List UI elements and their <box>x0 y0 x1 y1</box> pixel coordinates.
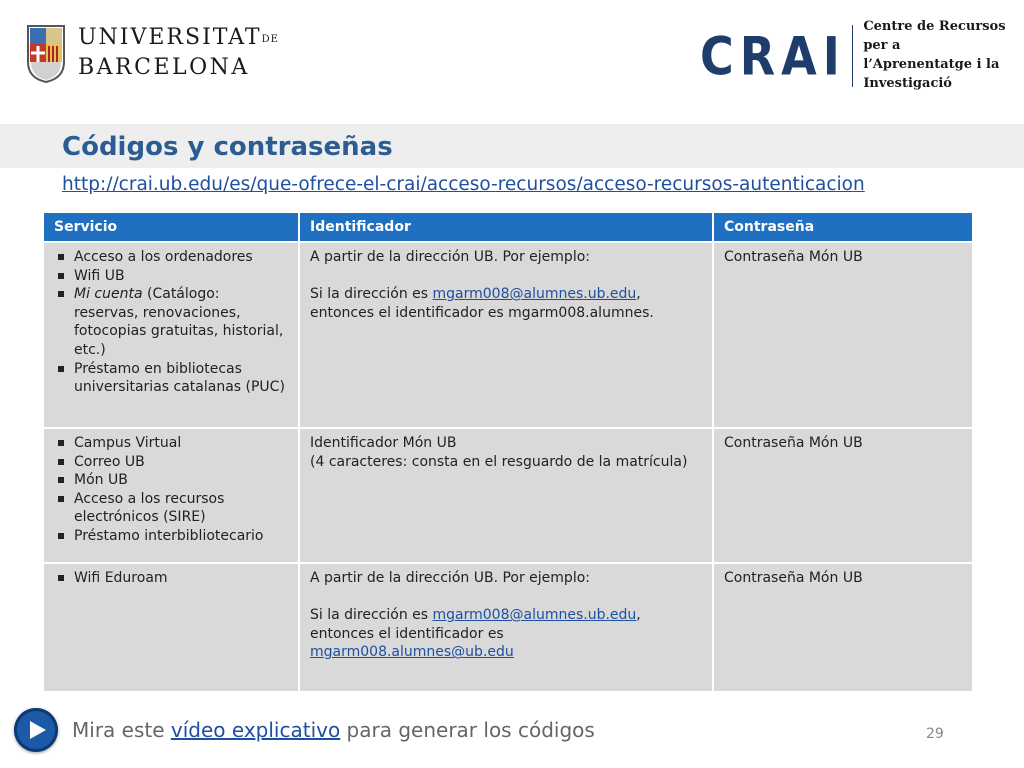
page-title: Códigos y contraseñas <box>62 132 393 162</box>
service-item: Wifi UB <box>74 267 288 286</box>
identificador-line: Identificador Món UB <box>310 435 457 451</box>
servicio-cell <box>44 562 300 691</box>
identificador-example-pre: Si la dirección es <box>310 607 433 624</box>
identificador-example-post: , entonces el identificador es <box>310 607 641 642</box>
ub-logo <box>26 22 279 84</box>
identifier-result-link[interactable]: mgarm008.alumnes@ub.edu <box>310 644 514 661</box>
service-item <box>74 285 288 359</box>
crai-url-link[interactable]: http://crai.ub.edu/es/que-ofrece-el-crai/acceso-recursos/acceso-recursos-autenticacion <box>62 174 865 195</box>
email-link[interactable]: mgarm008@alumnes.ub.edu <box>432 607 637 624</box>
crai-subtitle-line2: l’Aprenentatge i la Investigació <box>863 57 1000 91</box>
crai-wordmark: CRAI <box>700 24 846 88</box>
servicio-cell <box>44 427 300 562</box>
identificador-line: A partir de la dirección UB. Por ejemplo: <box>310 570 590 586</box>
ub-de: DE <box>261 34 279 45</box>
ub-shield-icon <box>26 22 66 84</box>
identificador-cell <box>300 241 714 427</box>
header-contrasena: Contraseña <box>714 213 972 241</box>
service-item: Préstamo en bibliotecas universitarias catalanas (PUC) <box>74 360 288 397</box>
service-item: Acceso a los ordenadores <box>74 248 288 267</box>
servicio-cell <box>44 241 300 427</box>
play-icon <box>29 720 47 740</box>
crai-divider <box>852 25 853 87</box>
table-row <box>44 427 972 562</box>
contrasena-cell: Contraseña Món UB <box>714 241 972 427</box>
contrasena-cell: Contraseña Món UB <box>714 562 972 691</box>
footer-post: para generar los códigos <box>340 718 595 742</box>
service-item: Préstamo interbibliotecario <box>74 527 288 546</box>
page-number: 29 <box>926 726 944 742</box>
identificador-cell <box>300 562 714 691</box>
service-item: Correo UB <box>74 453 288 472</box>
table-header-row <box>44 213 972 241</box>
table-row <box>44 562 972 691</box>
identificador-cell <box>300 427 714 562</box>
header-servicio: Servicio <box>44 213 300 241</box>
service-item-detail: (Catálogo: reservas, renovaciones, fotocopias gratuitas, historial, etc.) <box>74 286 284 358</box>
ub-name-line1: UNIVERSITATDE <box>78 25 279 50</box>
footer-pre: Mira este <box>72 718 171 742</box>
identificador-line: A partir de la dirección UB. Por ejemplo: <box>310 249 590 265</box>
contrasena-cell: Contraseña Món UB <box>714 427 972 562</box>
identificador-example <box>310 285 702 322</box>
service-item: Acceso a los recursos electrónicos (SIRE) <box>74 490 288 527</box>
footer-text <box>72 718 595 742</box>
email-link[interactable]: mgarm008@alumnes.ub.edu <box>432 286 637 303</box>
crai-logo <box>700 19 1024 91</box>
codes-table <box>44 213 972 691</box>
identificador-example-post: , entonces el identificador es mgarm008.alumnes. <box>310 286 654 321</box>
header-identificador: Identificador <box>300 213 714 241</box>
crai-subtitle-line1: Centre de Recursos per a <box>863 19 1006 54</box>
play-video-button[interactable] <box>14 708 58 752</box>
identificador-note: (4 caracteres: consta en el resguardo de la matrícula) <box>310 453 688 470</box>
ub-name-line2: BARCELONA <box>78 55 250 80</box>
service-item: Wifi Eduroam <box>74 569 288 588</box>
identificador-example-pre: Si la dirección es <box>310 286 433 303</box>
video-link[interactable]: vídeo explicativo <box>170 718 341 742</box>
table-row <box>44 241 972 427</box>
service-item-emphasis: Mi cuenta <box>74 286 143 303</box>
identificador-example <box>310 606 702 662</box>
service-item: Món UB <box>74 471 288 490</box>
service-item: Campus Virtual <box>74 434 288 453</box>
